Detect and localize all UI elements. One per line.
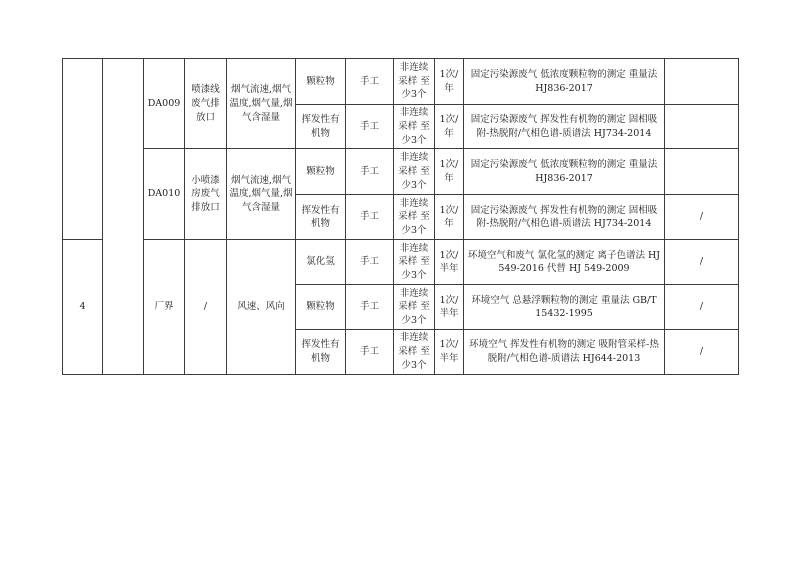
cell-remark <box>665 149 739 195</box>
cell-sampling: 非连续采样 至少3个 <box>394 59 435 105</box>
cell-outlet-name: / <box>185 240 227 374</box>
cell-method: 手工 <box>346 149 394 195</box>
cell-pollutant: 挥发性有机物 <box>296 195 346 240</box>
cell-standard: 环境空气 挥发性有机物的测定 吸附管采样-热脱附/气相色谱-质谱法 HJ644-2013 <box>464 330 665 374</box>
cell-pollutant: 颗粒物 <box>296 149 346 195</box>
cell-outlet-name: 小喷漆房废气排放口 <box>185 149 227 240</box>
cell-sampling: 非连续采样 至少3个 <box>394 195 435 240</box>
cell-method: 手工 <box>346 195 394 240</box>
cell-outlet-id: DA010 <box>144 149 185 240</box>
cell-standard: 固定污染源废气 低浓度颗粒物的测定 重量法 HJ836-2017 <box>464 149 665 195</box>
cell-frequency: 1次/半年 <box>435 240 464 285</box>
cell-outlet-name: 喷漆线废气排放口 <box>185 59 227 149</box>
cell-seq-top <box>63 59 103 240</box>
cell-remark <box>665 105 739 149</box>
monitoring-table <box>62 58 739 375</box>
cell-sampling: 非连续采样 至少3个 <box>394 105 435 149</box>
cell-frequency: 1次/年 <box>435 149 464 195</box>
cell-frequency: 1次/半年 <box>435 330 464 374</box>
cell-outlet-id: DA009 <box>144 59 185 149</box>
cell-pollutant: 颗粒物 <box>296 285 346 330</box>
cell-sampling: 非连续采样 至少3个 <box>394 240 435 285</box>
cell-standard: 固定污染源废气 挥发性有机物的测定 固相吸附-热脱附/气相色谱-质谱法 HJ734-2014 <box>464 195 665 240</box>
cell-frequency: 1次/年 <box>435 105 464 149</box>
cell-outlet-id: 厂界 <box>144 240 185 374</box>
table-row <box>63 59 739 105</box>
cell-frequency: 1次/年 <box>435 195 464 240</box>
cell-remark: / <box>665 195 739 240</box>
cell-remark: / <box>665 330 739 374</box>
cell-sampling: 非连续采样 至少3个 <box>394 330 435 374</box>
cell-sampling: 非连续采样 至少3个 <box>394 285 435 330</box>
cell-frequency: 1次/年 <box>435 59 464 105</box>
cell-monitor-content: 烟气流速,烟气温度,烟气量,烟气含湿量 <box>227 59 296 149</box>
cell-frequency: 1次/半年 <box>435 285 464 330</box>
table-row <box>63 240 739 285</box>
cell-standard: 环境空气和废气 氯化氢的测定 离子色谱法 HJ 549-2016 代替 HJ 549-2009 <box>464 240 665 285</box>
table-row <box>63 149 739 195</box>
cell-seq: 4 <box>63 240 103 374</box>
cell-standard: 固定污染源废气 低浓度颗粒物的测定 重量法 HJ836-2017 <box>464 59 665 105</box>
cell-remark <box>665 59 739 105</box>
cell-monitor-content: 风速、风向 <box>227 240 296 374</box>
cell-pollutant: 颗粒物 <box>296 59 346 105</box>
cell-method: 手工 <box>346 330 394 374</box>
cell-pollutant: 挥发性有机物 <box>296 105 346 149</box>
cell-method: 手工 <box>346 285 394 330</box>
cell-standard: 环境空气 总悬浮颗粒物的测定 重量法 GB/T 15432-1995 <box>464 285 665 330</box>
cell-method: 手工 <box>346 105 394 149</box>
cell-sampling: 非连续采样 至少3个 <box>394 149 435 195</box>
cell-remark: / <box>665 240 739 285</box>
cell-pollutant: 挥发性有机物 <box>296 330 346 374</box>
cell-pollutant: 氯化氢 <box>296 240 346 285</box>
cell-monitor-content: 烟气流速,烟气温度,烟气量,烟气含湿量 <box>227 149 296 240</box>
cell-remark: / <box>665 285 739 330</box>
cell-method: 手工 <box>346 240 394 285</box>
cell-category-merged <box>103 59 144 375</box>
cell-method: 手工 <box>346 59 394 105</box>
cell-standard: 固定污染源废气 挥发性有机物的测定 固相吸附-热脱附/气相色谱-质谱法 HJ734-2014 <box>464 105 665 149</box>
